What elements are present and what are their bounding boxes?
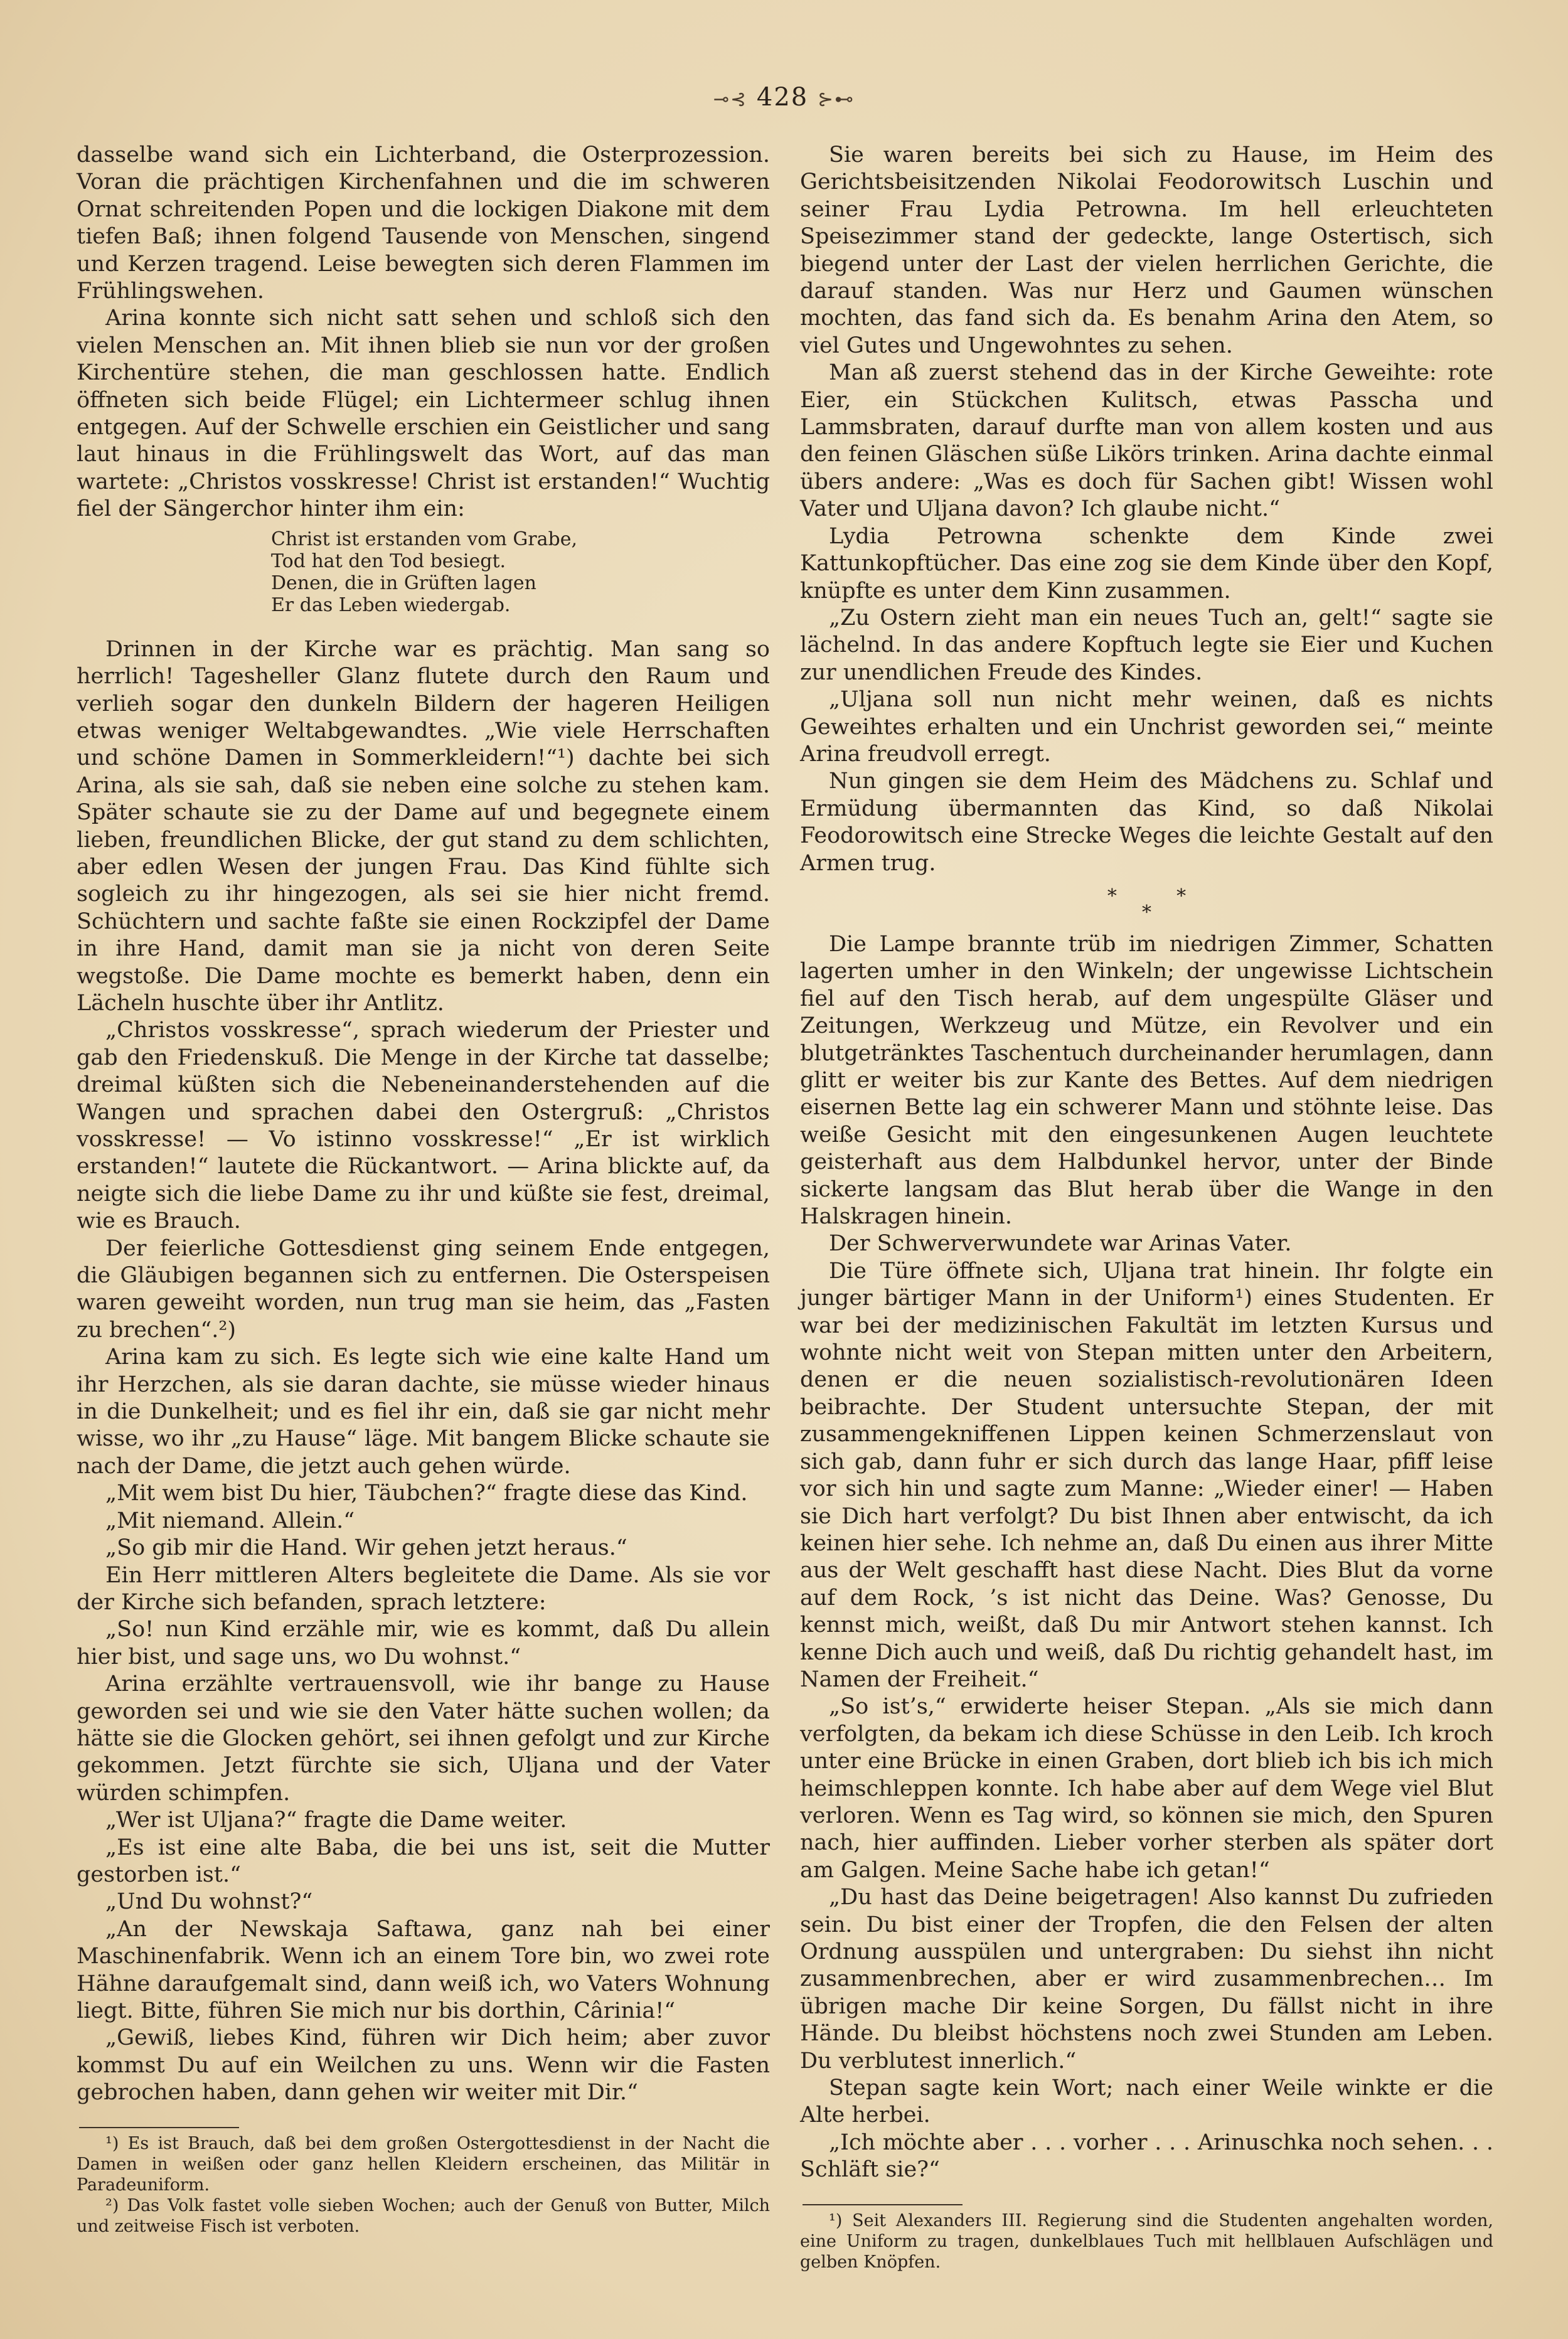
poem-line: Er das Leben wiedergab. bbox=[271, 594, 511, 616]
poem-line: Tod hat den Tod besiegt. bbox=[271, 550, 506, 572]
left-column bbox=[77, 142, 770, 2237]
page-number: 428 bbox=[756, 83, 809, 112]
footnote: ¹) Seit Alexanders III. Regierung sind die Studenten angehalten worden, eine Uniform zu tragen, dunkelblaues Tuch mit hellblauen Aufschlägen und gelben Knöpfen. bbox=[800, 2210, 1493, 2272]
paragraph: Stepan sagte kein Wort; nach einer Weile winkte er die Alte herbei. bbox=[800, 2075, 1493, 2128]
paragraph: Man aß zuerst stehend das in der Kirche Geweihte: rote Eier, ein Stückchen Kulitsch, etwas Passcha und Lammsbraten, darauf durfte man von allem kosten und aus den feinen Gläschen süße Likörs trinken. Arina dachte einmal übers andere: „Was es doch für Sachen gibt! Wissen wohl Vater und Uljana davon? Ich glaube nicht.“ bbox=[800, 360, 1493, 522]
paragraph: Nun gingen sie dem Heim des Mädchens zu. Schlaf und Ermüdung übermannten das Kind, so daß Nikolai Feodorowitsch eine Strecke Weges die leichte Gestalt auf den Armen trug. bbox=[800, 769, 1493, 876]
separator-star-bottom: * bbox=[1142, 901, 1151, 924]
paragraph: „Ich möchte aber . . . vorher . . . Arinuschka noch sehen. . . Schläft sie?“ bbox=[800, 2129, 1493, 2183]
paragraph: Der Schwerverwundete war Arinas Vater. bbox=[829, 1231, 1292, 1257]
paragraph: „Gewiß, liebes Kind, führen wir Dich heim; aber zuvor kommst Du auf ein Weilchen zu uns. Wenn wir die Fasten gebrochen haben, dann gehen wir weiter mit Dir.“ bbox=[77, 2025, 770, 2106]
paragraph: „Uljana soll nun nicht mehr weinen, daß es nichts Geweihtes erhalten und ein Unchrist geworden sei,“ meinte Arina freudvoll erregt. bbox=[800, 687, 1493, 767]
section-separator bbox=[800, 885, 1493, 924]
paragraph: „Mit wem bist Du hier, Täubchen?“ fragte diese das Kind. bbox=[105, 1481, 748, 1506]
separator-stars-top: * * bbox=[1107, 885, 1187, 907]
paragraph: „Du hast das Deine beigetragen! Also kannst Du zufrieden sein. Du bist einer der Tropfen, die den Felsen der alten Ordnung ausspülen und untergraben: Du siehst ihn nicht zusammenbrechen, aber er wird zusammenbrechen… Im übrigen mache Dir keine Sorgen, Du fällst nicht in ihre Hände. Du bleibst höchstens noch zwei Stunden am Leben. Du verblutest innerlich.“ bbox=[800, 1885, 1493, 2074]
paragraph: „Zu Ostern zieht man ein neues Tuch an, gelt!“ sagte sie lächelnd. In das andere Kopftuch legte sie Eier und Kuchen zur unendlichen Freude des Kindes. bbox=[800, 605, 1493, 685]
poem-line: Denen, die in Grüften lagen bbox=[271, 572, 536, 594]
ornament-right-icon: ⊱⊷ bbox=[817, 88, 855, 110]
paragraph: Arina konnte sich nicht satt sehen und schloß sich den vielen Menschen an. Mit ihnen blieb sie nun vor der großen Kirchentüre stehen, die man geschlossen hatte. Endlich öffneten sich beide Flügel; ein Lichtermeer schlug ihnen entgegen. Auf der Schwelle erschien ein Geistlicher und sang laut hinaus in die Frühlingswelt das Wort, auf das man wartete: „Christos vosskresse! Christ ist erstanden!“ Wuchtig fiel der Sängerchor hinter ihm ein: bbox=[77, 306, 770, 522]
footnote: ²) Das Volk fastet volle sieben Wochen; auch der Genuß von Butter, Milch und zeitweise Fisch ist verboten. bbox=[77, 2195, 770, 2236]
paragraph: Drinnen in der Kirche war es prächtig. Man sang so herrlich! Tagesheller Glanz flutete durch den Raum und verlieh sogar den dunkeln Bildern der hageren Heiligen etwas weniger Weltabgewandtes. „Wie viele Herrschaften und schöne Damen in Sommerkleidern!“¹) dachte bei sich Arina, als sie sah, daß sie neben eine solche zu stehen kam. Später schaute sie zu der Dame auf und begegnete einem lieben, freundlichen Blicke, der gut stand zu dem schlichten, aber edlen Wesen der jungen Frau. Das Kind fühlte sich sogleich zu ihr hingezogen, als sei sie hier nicht fremd. Schüchtern und sachte faßte sie einen Rockzipfel der Dame in ihre Hand, damit man sie ja nicht von deren Seite wegstoße. Die Dame mochte es bemerkt haben, denn ein Lächeln huschte über ihr Antlitz. bbox=[77, 636, 770, 1016]
paragraph: „An der Newskaja Saftawa, ganz nah bei einer Maschinenfabrik. Wenn ich an einem Tore bin, wo zwei rote Hähne daraufgemalt sind, dann weiß ich, wo Vaters Wohnung liegt. Bitte, führen Sie mich nur bis dorthin, Cârinia!“ bbox=[77, 1916, 770, 2023]
footnote-divider bbox=[79, 2127, 239, 2128]
paragraph: „Und Du wohnst?“ bbox=[105, 1889, 313, 1915]
paragraph: „Wer ist Uljana?“ fragte die Dame weiter. bbox=[105, 1808, 567, 1833]
paragraph: „Es ist eine alte Baba, die bei uns ist, seit die Mutter gestorben ist.“ bbox=[77, 1835, 770, 1887]
poem-verse bbox=[271, 528, 770, 616]
paragraph: dasselbe wand sich ein Lichterband, die Osterprozession. Voran die prächtigen Kirchenfahnen und die im schweren Ornat schreitenden Popen und die lockigen Diakone mit dem tiefen Baß; ihnen folgend Tausende von Menschen, singend und Kerzen tragend. Leise bewegten sich deren Flammen im Frühlingswehen. bbox=[77, 142, 770, 304]
paragraph: Arina kam zu sich. Es legte sich wie eine kalte Hand um ihr Herzchen, als sie daran dachte, sie müsse wieder hinaus in die Dunkelheit; und es fiel ihr ein, daß sie gar nicht mehr wisse, wo ihr „zu Hause“ läge. Mit bangem Blicke schaute sie nach der Dame, die jetzt auch gehen würde. bbox=[77, 1345, 770, 1479]
paragraph: Die Türe öffnete sich, Uljana trat hinein. Ihr folgte ein junger bärtiger Mann in der Uniform¹) eines Studenten. Er war bei der medizinischen Fakultät im letzten Kursus und wohnte nicht weit von Stepan mitten unter den Arbeitern, denen er die neuen sozialistisch-revolutionären Ideen beibrachte. Der Student untersuchte Stepan, der mit zusammengekniffenen Lippen keinen Schmerzenslaut von sich gab, dann fuhr er sich durch das lange Haar, pfiff leise vor sich hin und sagte zum Manne: „Wieder einer! — Haben sie Dich hart verfolgt? Du bist Ihnen aber entwischt, da ich keinen hier sehe. Ich nehme an, daß Du einen aus ihrer Mitte aus der Welt geschafft hast diese Nacht. Dies Blut da vorne auf dem Rock, ’s ist nicht das Deine. Was? Genosse, Du kennst mich, weißt, daß Du mir Antwort stehen kannst. Ich kenne Dich auch und weiß, daß Du richtig gehandelt hast, im Namen der Freiheit.“ bbox=[800, 1258, 1493, 1692]
footnote: ¹) Es ist Brauch, daß bei dem großen Ostergottesdienst in der Nacht die Damen in weißen oder ganz hellen Kleidern erscheinen, das Militär in Paradeuniform. bbox=[77, 2133, 770, 2195]
paragraph: Der feierliche Gottesdienst ging seinem Ende entgegen, die Gläubigen begannen sich zu entfernen. Die Osterspeisen waren geweiht worden, nun trug man sie heim, das „Fasten zu brechen“.²) bbox=[77, 1235, 770, 1343]
footnote-divider bbox=[803, 2204, 963, 2205]
poem-line: Christ ist erstanden vom Grabe, bbox=[271, 528, 578, 550]
page-header bbox=[0, 83, 1568, 112]
paragraph: Sie waren bereits bei sich zu Hause, im Heim des Gerichtsbeisitzenden Nikolai Feodorowitsch Luschin und seiner Frau Lydia Petrowna. Im hell erleuchteten Speisezimmer stand der gedeckte, lange Ostertisch, sich biegend unter der Last der vielen herrlichen Gerichte, die darauf standen. Was nur Herz und Gaumen wünschen mochten, das fand sich da. Es benahm Arina den Atem, so viel Gutes und Ungewohntes zu sehen. bbox=[800, 142, 1493, 358]
ornament-left-icon: ⊸⊰ bbox=[713, 88, 748, 110]
right-column bbox=[800, 142, 1493, 2272]
paragraph: „Mit niemand. Allein.“ bbox=[105, 1508, 355, 1533]
paragraph: Ein Herr mittleren Alters begleitete die Dame. Als sie vor der Kirche sich befanden, sprach letztere: bbox=[77, 1562, 770, 1615]
paragraph: „So ist’s,“ erwiderte heiser Stepan. „Als sie mich dann verfolgten, da bekam ich diese Schüsse in den Leib. Ich kroch unter eine Brücke in einen Graben, dort blieb ich bis ich mich heimschleppen konnte. Ich habe aber auf dem Wege viel Blut verloren. Wenn es Tag wird, so können sie mich, den Spuren nach, hier auffinden. Lieber vorher sterben als später dort am Galgen. Meine Sache habe ich getan!“ bbox=[800, 1694, 1493, 1883]
paragraph: Arina erzählte vertrauensvoll, wie ihr bange zu Hause geworden sei und wie sie den Vater hätte suchen wollen; da hätte sie die Glocken gehört, sei ihnen gefolgt und zur Kirche gekommen. Jetzt fürchte sie sich, Uljana und der Vater würden schimpfen. bbox=[77, 1671, 770, 1806]
paragraph: Lydia Petrowna schenkte dem Kinde zwei Kattunkopftücher. Das eine zog sie dem Kinde über den Kopf, knüpfte es unter dem Kinn zusammen. bbox=[800, 523, 1493, 604]
paragraph: „So gib mir die Hand. Wir gehen jetzt heraus.“ bbox=[105, 1535, 627, 1561]
paragraph: „So! nun Kind erzähle mir, wie es kommt, daß Du allein hier bist, und sage uns, wo Du wohnst.“ bbox=[77, 1617, 770, 1670]
paragraph: „Christos vosskresse“, sprach wiederum der Priester und gab den Friedenskuß. Die Menge in der Kirche tat dasselbe; dreimal küßten sich die Nebeneinanderstehenden auf die Wangen und sprachen dabei den Ostergruß: „Christos vosskresse! — Vo istinno vosskresse!“ „Er ist wirklich erstanden!“ lautete die Rückantwort. — Arina blickte auf, da neigte sich die liebe Dame zu ihr und küßte sie fest, dreimal, wie es Brauch. bbox=[77, 1018, 770, 1234]
paragraph: Die Lampe brannte trüb im niedrigen Zimmer, Schatten lagerten umher in den Winkeln; der ungewisse Lichtschein fiel auf den Tisch herab, auf dem ungespülte Gläser und Zeitungen, Werkzeug und Mütze, ein Revolver und ein blutgetränktes Taschentuch durcheinander herumlagen, dann glitt er weiter bis zur Kante des Bettes. Auf dem niedrigen eisernen Bette lag ein schwerer Mann und stöhnte leise. Das weiße Gesicht mit den eingesunkenen Augen leuchtete geisterhaft aus dem Halbdunkel hervor, unter der Binde sickerte langsam das Blut herab über die Wange in den Halskragen hinein. bbox=[800, 931, 1493, 1230]
